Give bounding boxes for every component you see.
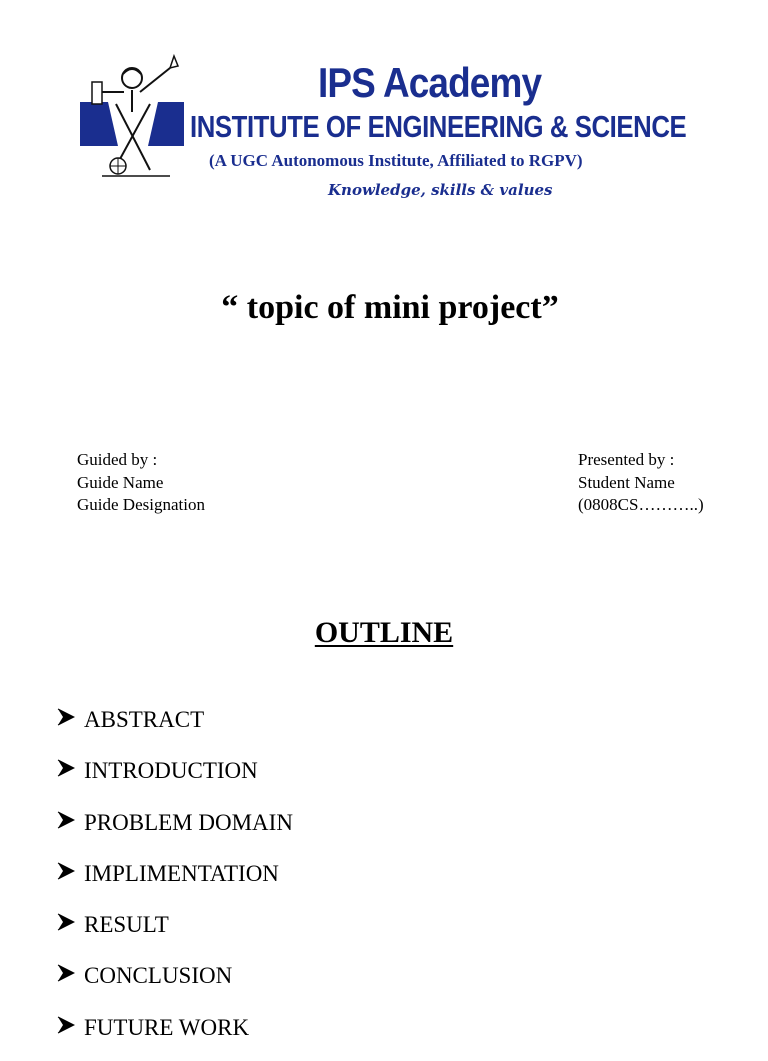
arrowhead-bullet-icon xyxy=(57,913,75,931)
arrowhead-bullet-icon xyxy=(57,1016,75,1034)
outline-item-label: ABSTRACT xyxy=(84,707,205,732)
outline-item-label: RESULT xyxy=(84,912,169,938)
guide-info xyxy=(77,449,205,517)
outline-item-label: CONCLUSION xyxy=(84,963,233,989)
project-title: “ topic of mini project” xyxy=(221,289,559,326)
affiliation-text: (A UGC Autonomous Institute, Affiliated to RGPV) xyxy=(209,151,583,170)
arrowhead-bullet-icon xyxy=(57,759,75,777)
guide-name: Guide Name xyxy=(77,472,164,492)
institute-logo-emblem-icon xyxy=(78,52,186,182)
presenter-info xyxy=(578,449,704,517)
arrowhead-bullet-icon xyxy=(57,811,75,829)
outline-item-label: IMPLIMENTATION xyxy=(84,860,279,886)
arrowhead-bullet-icon xyxy=(57,862,75,880)
outline-item-label: INTRODUCTION xyxy=(84,758,258,784)
outline-item-label: FUTURE WORK xyxy=(84,1014,250,1040)
institute-full-name: INSTITUTE OF ENGINEERING & SCIENCE xyxy=(190,109,687,144)
guide-label: Guided by : xyxy=(77,450,158,469)
arrowhead-bullet-icon xyxy=(57,964,75,982)
guide-designation: Guide Designation xyxy=(77,495,205,514)
arrowhead-bullet-icon xyxy=(57,708,75,726)
presenter-label: Presented by : xyxy=(578,450,675,469)
outline-heading-text: OUTLINE xyxy=(314,616,454,649)
institution-name: IPS Academy xyxy=(318,59,542,106)
student-name: Student Name xyxy=(578,472,675,492)
enrollment-number: (0808CS………..) xyxy=(578,495,704,514)
outline-heading xyxy=(0,614,768,652)
institute-tagline: Knowledge, skills & values xyxy=(328,181,553,199)
outline-item-label: PROBLEM DOMAIN xyxy=(84,809,293,835)
